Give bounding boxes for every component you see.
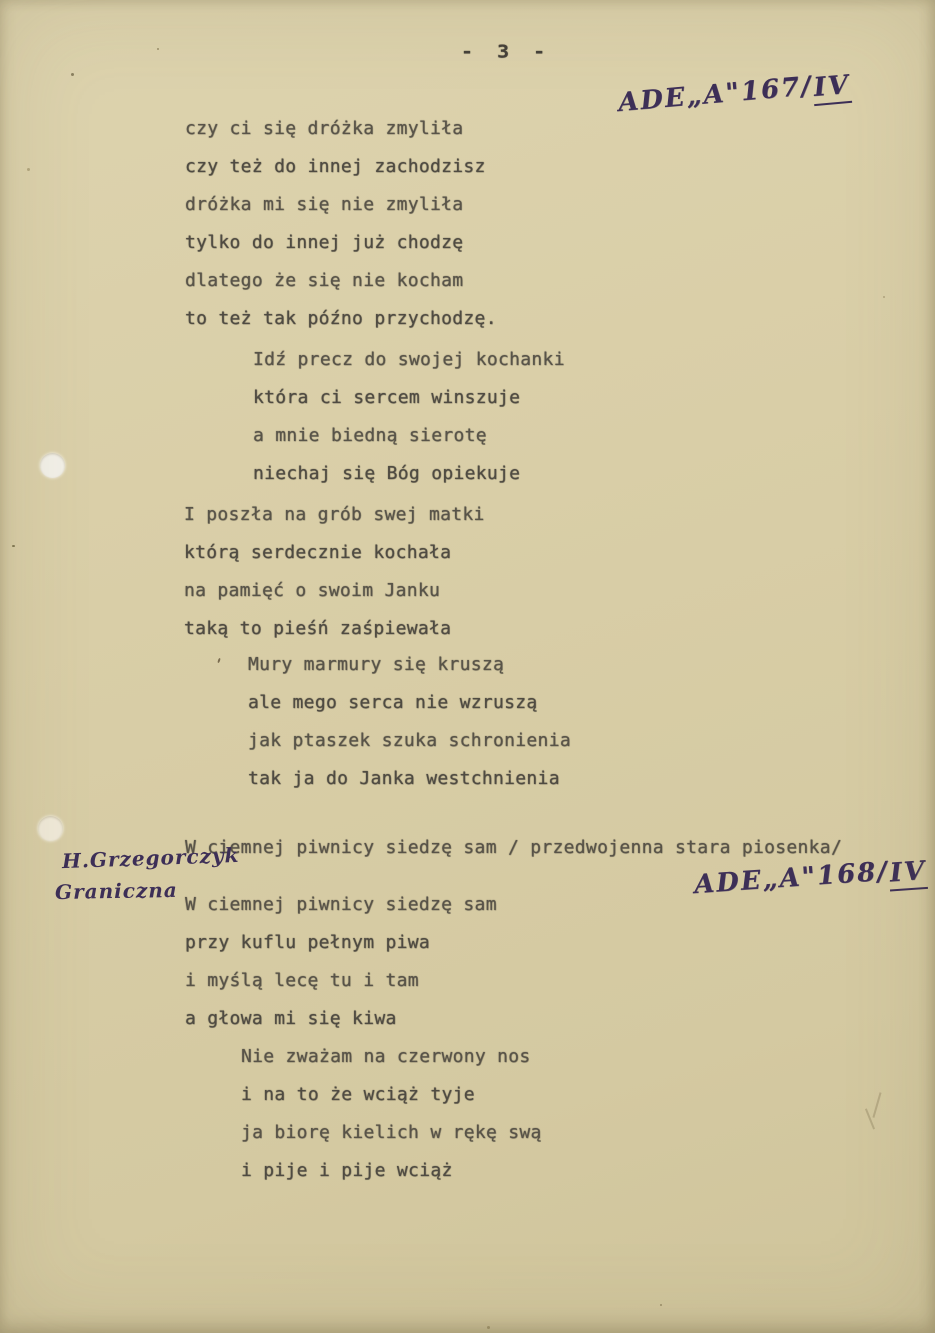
handwritten-name: H.Grzegorczyk — [61, 842, 240, 874]
poem-line: i myślą lecę tu i tam — [185, 970, 419, 991]
poem-line: a mnie biedną sierotę — [253, 425, 487, 446]
poem-line: dróżka mi się nie zmyliła — [185, 194, 464, 215]
poem-line: jak ptaszek szuka schronienia — [248, 730, 571, 751]
poem-line: Mury marmury się kruszą — [248, 654, 505, 675]
archive-code-roman-numeral: IV — [811, 70, 852, 106]
poem-line: a głowa mi się kiwa — [185, 1008, 397, 1029]
poem-stanza-3 — [184, 496, 485, 648]
poem-stanza-4 — [248, 646, 571, 798]
paper-speck — [883, 296, 885, 298]
poem-line: W ciemnej piwnicy siedzę sam — [185, 894, 497, 915]
archive-code-text: ADE„A"168/ — [693, 856, 890, 901]
paper-speck — [12, 545, 15, 547]
poem-line: czy też do innej zachodzisz — [185, 156, 486, 177]
paper-speck — [27, 168, 30, 171]
poem-line: na pamięć o swoim Janku — [184, 580, 441, 601]
poem-line: która ci sercem winszuje — [253, 387, 521, 408]
page-number: - 3 - — [461, 40, 552, 62]
archive-code-annotation-top — [617, 68, 852, 121]
hole-punch — [38, 816, 63, 841]
poem-line: to też tak późno przychodzę. — [185, 308, 497, 329]
crease-mark — [865, 1109, 875, 1130]
poem-line: i pije i pije wciąż — [241, 1160, 453, 1181]
poem-line: tylko do innej już chodzę — [185, 232, 464, 253]
poem-line: taką to pieśń zaśpiewała — [184, 618, 452, 639]
poem-line: i na to że wciąż tyje — [241, 1084, 475, 1105]
poem-line: dlatego że się nie kocham — [185, 270, 464, 291]
poem-line: przy kuflu pełnym piwa — [185, 932, 431, 953]
poem-line: ale mego serca nie wzruszą — [248, 692, 538, 713]
poem-line: I poszła na grób swej matki — [184, 504, 485, 525]
poem-line: czy ci się dróżka zmyliła — [185, 118, 464, 139]
poem-line: Nie zważam na czerwony nos — [241, 1046, 531, 1067]
paper-speck — [71, 73, 74, 76]
paper-speck — [487, 1326, 490, 1329]
song-title-block — [185, 829, 842, 867]
song-title-line: W ciemnej piwnicy siedzę sam / przedwojenna stara piosenka/ — [185, 837, 843, 858]
hole-punch — [40, 453, 65, 478]
archive-code-roman-numeral: IV — [888, 856, 929, 892]
handwritten-street: Graniczna — [54, 877, 178, 905]
poem-line: niechaj się Bóg opiekuje — [253, 463, 521, 484]
poem-stanza-5 — [185, 886, 497, 1038]
poem-line: Idź precz do swojej kochanki — [253, 349, 565, 370]
poem-line: którą serdecznie kochała — [184, 542, 452, 563]
poem-line: tak ja do Janka westchnienia — [248, 768, 560, 789]
poem-line: ja biorę kielich w rękę swą — [241, 1122, 542, 1143]
poem-stanza-6 — [241, 1038, 542, 1190]
paper-speck — [660, 1304, 662, 1306]
archive-code-text: ADE„A"167/ — [617, 71, 814, 119]
paper-speck — [157, 48, 159, 50]
paper-speck — [217, 658, 221, 663]
poem-stanza-2 — [253, 341, 565, 493]
poem-stanza-1 — [185, 110, 497, 338]
crease-mark — [872, 1092, 881, 1117]
